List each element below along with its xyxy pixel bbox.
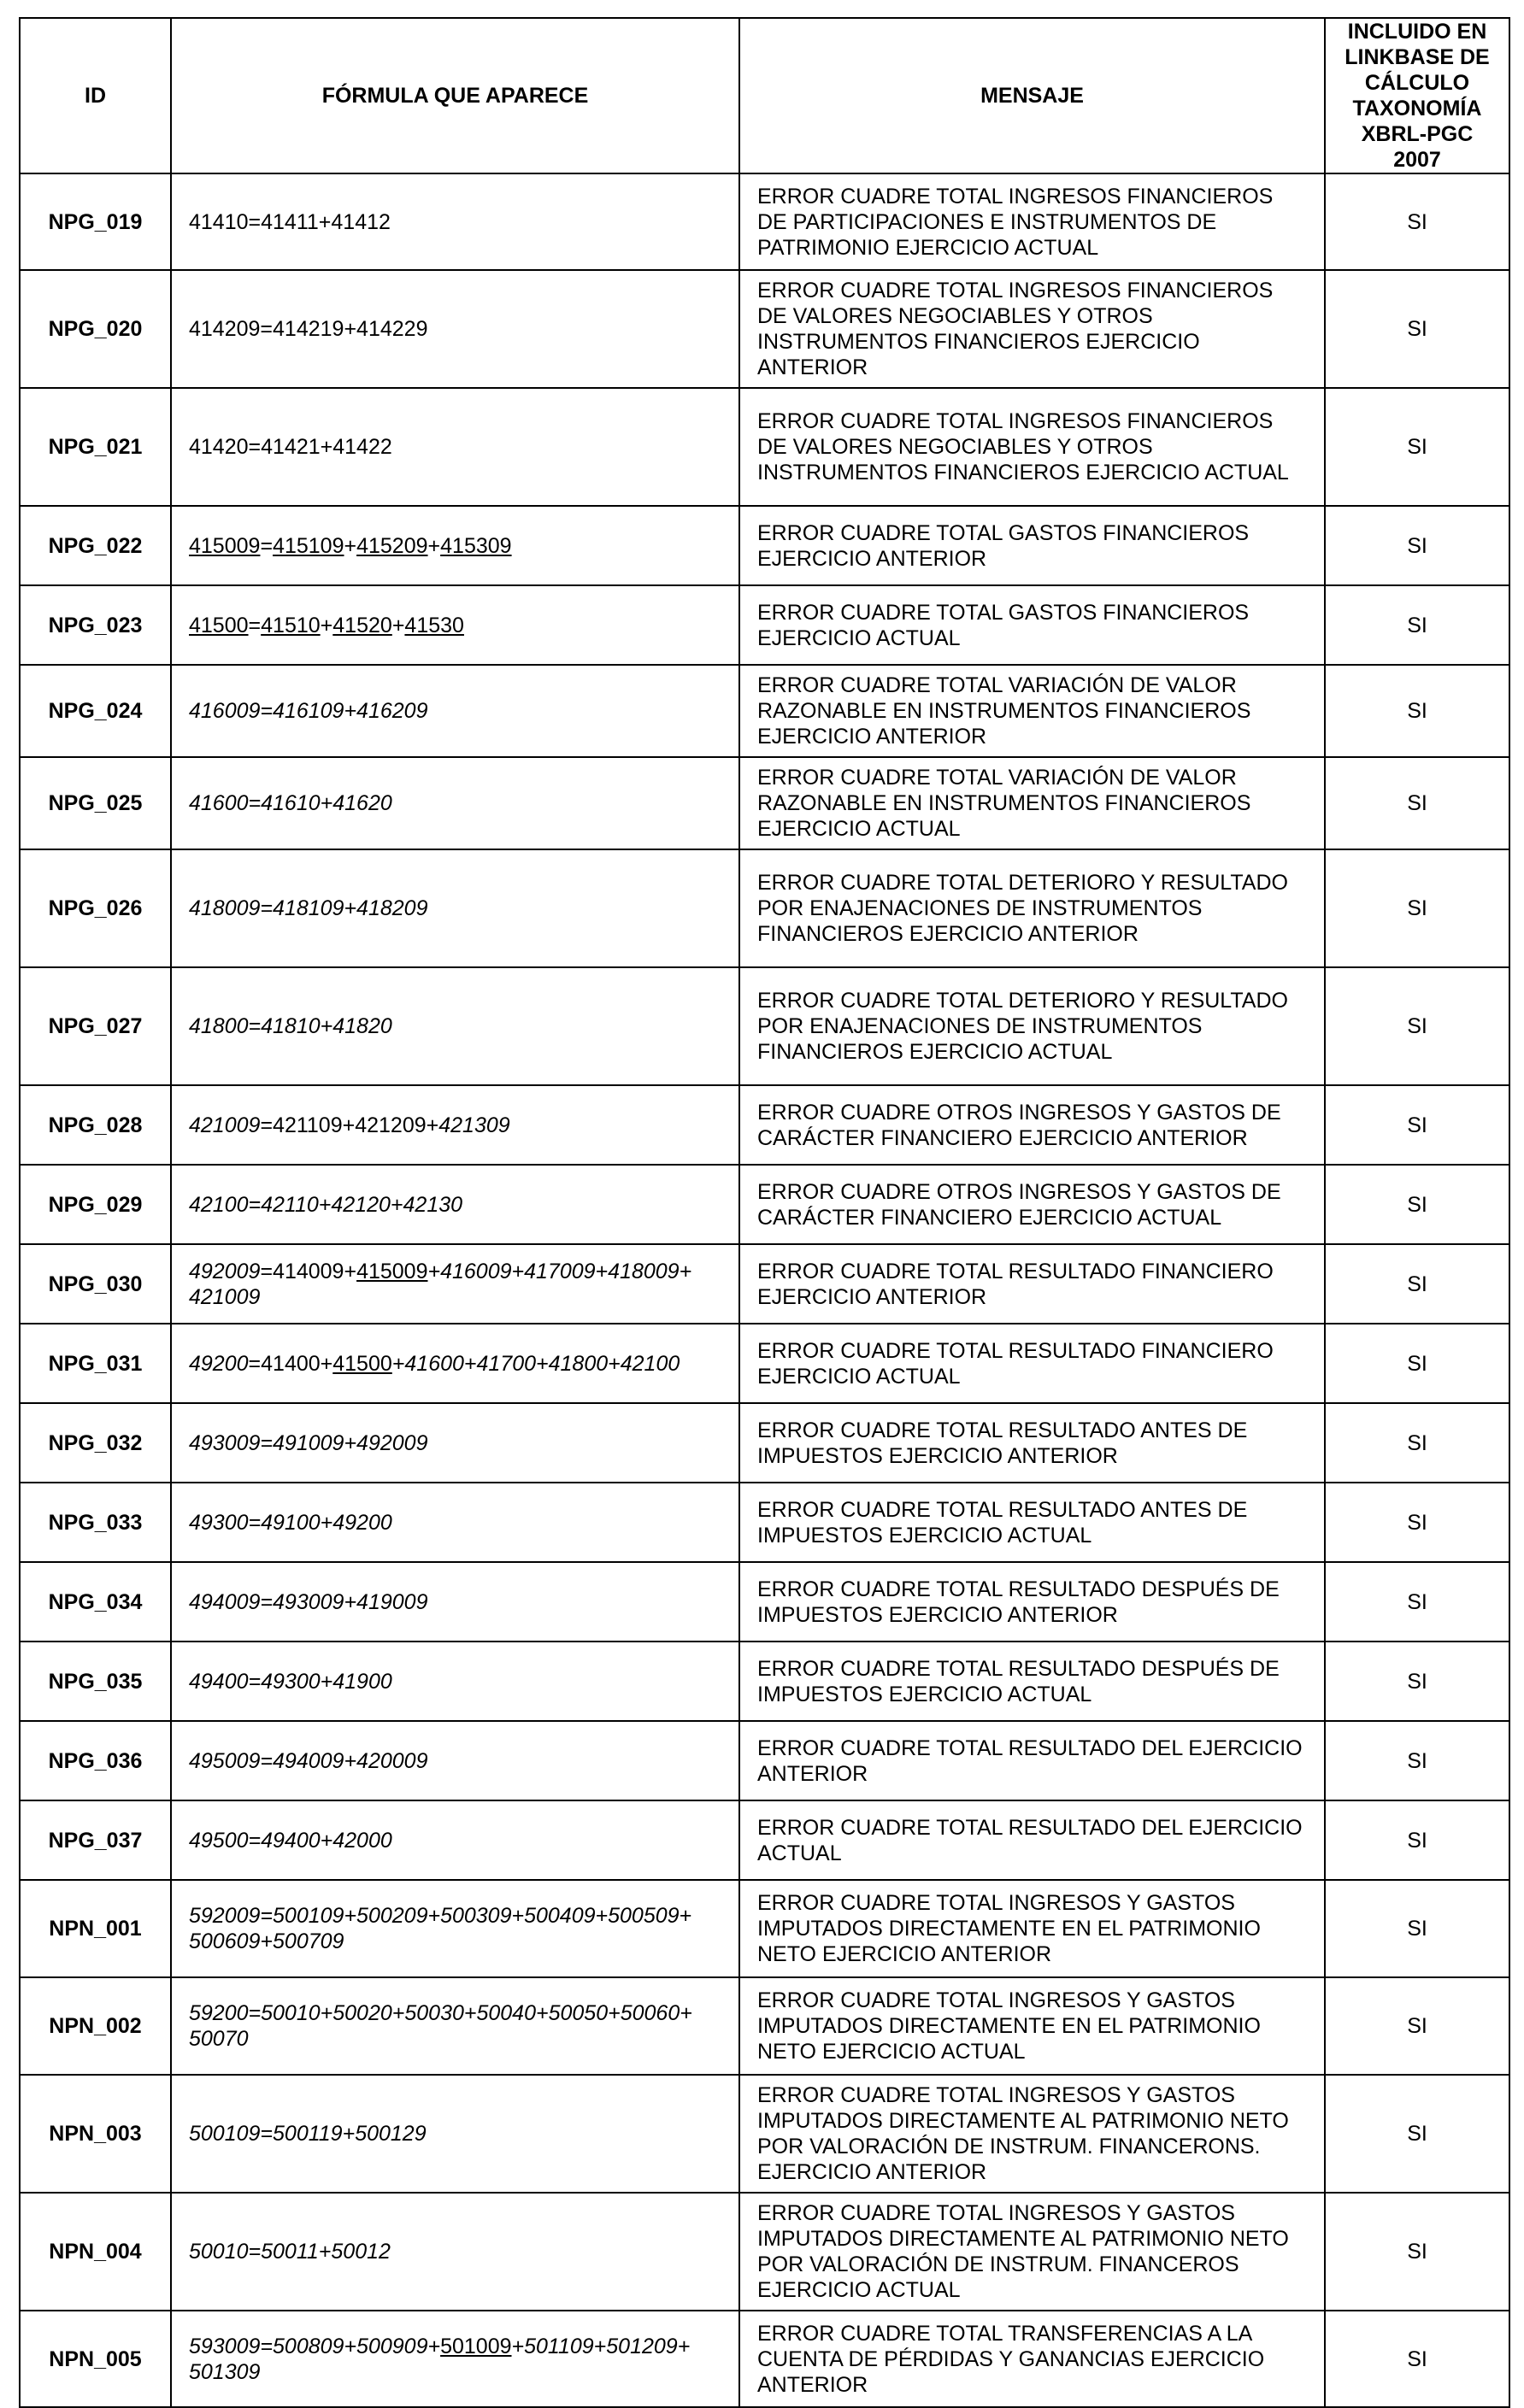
formula-segment: =421109+421209+ [260, 1113, 439, 1137]
rule-formula [171, 1403, 739, 1483]
table-row [20, 1324, 1509, 1403]
formula-segment: 41410=41411+41412 [189, 209, 391, 234]
formula-segment: 418009=418109+418209 [189, 896, 428, 920]
table-row [20, 967, 1509, 1085]
formula-segment: 415109 [273, 533, 344, 558]
rule-formula [171, 1324, 739, 1403]
formula-segment: 494009=493009+419009 [189, 1589, 428, 1614]
formula-segment: 42100=42110+42120+ [189, 1192, 403, 1217]
formula-segment: 59200=50010+50020+50030+50040+50050+50060+ 50070 [189, 2001, 692, 2051]
rule-formula [171, 388, 739, 506]
formula-segment: 492009 [189, 1259, 261, 1283]
formula-segment: +41600+41700+41800+42100 [391, 1351, 680, 1376]
formula-segment: +501109+501209+ 501309 [189, 2334, 691, 2384]
rule-formula [171, 1483, 739, 1562]
formula-segment: 593009=500809+500909+ [189, 2334, 441, 2358]
rule-id: NPG_035 [20, 1642, 171, 1721]
rule-id: NPG_025 [20, 757, 171, 849]
rule-included: SI [1325, 2193, 1509, 2311]
rule-included: SI [1325, 849, 1509, 967]
rule-message: ERROR CUADRE TOTAL INGRESOS Y GASTOS IMPUTADOS DIRECTAMENTE EN EL PATRIMONIO NETO EJERCICIO ACTUAL [739, 1977, 1325, 2075]
rule-message: ERROR CUADRE TOTAL INGRESOS Y GASTOS IMPUTADOS DIRECTAMENTE AL PATRIMONIO NETO POR VALORACIÓN DE INSTRUM. FINANCEROS EJERCICIO ACTUAL [739, 2193, 1325, 2311]
rule-message: ERROR CUADRE TOTAL INGRESOS Y GASTOS IMPUTADOS DIRECTAMENTE EN EL PATRIMONIO NETO EJERCICIO ANTERIOR [739, 1880, 1325, 1977]
rule-message: ERROR CUADRE TOTAL TRANSFERENCIAS A LA CUENTA DE PÉRDIDAS Y GANANCIAS EJERCICIO ANTERIOR [739, 2311, 1325, 2407]
rule-formula [171, 967, 739, 1085]
formula-segment: =41400+ [248, 1351, 333, 1376]
rule-included: SI [1325, 1085, 1509, 1165]
rule-included: SI [1325, 388, 1509, 506]
rule-id: NPG_033 [20, 1483, 171, 1562]
table-row [20, 506, 1509, 585]
header-id: ID [20, 18, 171, 173]
table-row [20, 757, 1509, 849]
rule-id: NPG_037 [20, 1800, 171, 1880]
rule-id: NPG_031 [20, 1324, 171, 1403]
formula-segment: 41800=41810+41820 [189, 1014, 392, 1038]
formula-segment: 421309 [438, 1113, 510, 1137]
header-included: INCLUIDO EN LINKBASE DE CÁLCULO TAXONOMÍA XBRL-PGC 2007 [1325, 18, 1509, 173]
rule-message: ERROR CUADRE TOTAL RESULTADO DESPUÉS DE IMPUESTOS EJERCICIO ANTERIOR [739, 1562, 1325, 1642]
rule-id: NPG_022 [20, 506, 171, 585]
rule-id: NPG_019 [20, 173, 171, 270]
formula-segment: 415009 [189, 533, 261, 558]
rule-message: ERROR CUADRE TOTAL INGRESOS Y GASTOS IMPUTADOS DIRECTAMENTE AL PATRIMONIO NETO POR VALORACIÓN DE INSTRUM. FINANCERONS. EJERCICIO ANTERIOR [739, 2075, 1325, 2193]
rule-included: SI [1325, 2311, 1509, 2407]
table-row [20, 1977, 1509, 2075]
table-row [20, 1244, 1509, 1324]
table-row [20, 270, 1509, 388]
rule-formula [171, 1721, 739, 1800]
rule-id: NPG_027 [20, 967, 171, 1085]
rule-formula [171, 1642, 739, 1721]
rule-id: NPG_028 [20, 1085, 171, 1165]
rule-formula [171, 173, 739, 270]
rule-message: ERROR CUADRE OTROS INGRESOS Y GASTOS DE CARÁCTER FINANCIERO EJERCICIO ANTERIOR [739, 1085, 1325, 1165]
rule-message: ERROR CUADRE TOTAL INGRESOS FINANCIEROS DE PARTICIPACIONES E INSTRUMENTOS DE PATRIMONIO EJERCICIO ACTUAL [739, 173, 1325, 270]
formula-segment: 49400=49300+41900 [189, 1669, 392, 1694]
rule-included: SI [1325, 506, 1509, 585]
rule-included: SI [1325, 1165, 1509, 1244]
rule-id: NPG_020 [20, 270, 171, 388]
rule-included: SI [1325, 967, 1509, 1085]
rule-included: SI [1325, 1483, 1509, 1562]
rule-message: ERROR CUADRE TOTAL VARIACIÓN DE VALOR RAZONABLE EN INSTRUMENTOS FINANCIEROS EJERCICIO ACTUAL [739, 757, 1325, 849]
rule-included: SI [1325, 1977, 1509, 2075]
formula-segment: =414009+ [260, 1259, 357, 1283]
table-row [20, 1721, 1509, 1800]
rule-message: ERROR CUADRE TOTAL RESULTADO FINANCIERO EJERCICIO ANTERIOR [739, 1244, 1325, 1324]
formula-segment: + [391, 613, 405, 637]
rule-id: NPG_021 [20, 388, 171, 506]
rule-message: ERROR CUADRE TOTAL RESULTADO ANTES DE IMPUESTOS EJERCICIO ANTERIOR [739, 1403, 1325, 1483]
rule-id: NPG_026 [20, 849, 171, 967]
rule-included: SI [1325, 665, 1509, 757]
rule-formula [171, 1244, 739, 1324]
formula-segment: 41510 [261, 613, 321, 637]
table-row [20, 1642, 1509, 1721]
rule-formula [171, 1165, 739, 1244]
rule-message: ERROR CUADRE TOTAL RESULTADO DEL EJERCICIO ACTUAL [739, 1800, 1325, 1880]
table-row [20, 173, 1509, 270]
rule-included: SI [1325, 270, 1509, 388]
table-row [20, 585, 1509, 665]
table-row [20, 2311, 1509, 2407]
table-row [20, 665, 1509, 757]
formula-segment: 42130 [403, 1192, 463, 1217]
formula-segment: 421009 [189, 1113, 261, 1137]
rule-formula [171, 1085, 739, 1165]
rule-formula [171, 506, 739, 585]
rule-formula [171, 757, 739, 849]
formula-segment: + [320, 613, 333, 637]
rule-message: ERROR CUADRE TOTAL DETERIORO Y RESULTADO POR ENAJENACIONES DE INSTRUMENTOS FINANCIEROS EJERCICIO ACTUAL [739, 967, 1325, 1085]
rule-included: SI [1325, 1721, 1509, 1800]
table-row [20, 388, 1509, 506]
table-row [20, 1483, 1509, 1562]
rule-included: SI [1325, 1324, 1509, 1403]
rule-id: NPN_002 [20, 1977, 171, 2075]
formula-segment: 592009=500109+500209+500309+500409+500509+ 500609+500709 [189, 1904, 692, 1953]
rule-message: ERROR CUADRE OTROS INGRESOS Y GASTOS DE CARÁCTER FINANCIERO EJERCICIO ACTUAL [739, 1165, 1325, 1244]
rule-formula [171, 2075, 739, 2193]
rule-formula [171, 2311, 739, 2407]
formula-segment: 415209 [356, 533, 428, 558]
rule-id: NPG_024 [20, 665, 171, 757]
formula-segment: 501009 [440, 2334, 512, 2358]
formula-segment: 41500 [332, 1351, 392, 1376]
formula-segment: + [344, 533, 357, 558]
rule-included: SI [1325, 1244, 1509, 1324]
rule-formula [171, 2193, 739, 2311]
rule-included: SI [1325, 585, 1509, 665]
formula-segment: 49300=49100+49200 [189, 1510, 392, 1535]
rule-formula [171, 585, 739, 665]
header-formula: FÓRMULA QUE APARECE [171, 18, 739, 173]
rule-message: ERROR CUADRE TOTAL GASTOS FINANCIEROS EJERCICIO ACTUAL [739, 585, 1325, 665]
rule-message: ERROR CUADRE TOTAL INGRESOS FINANCIEROS DE VALORES NEGOCIABLES Y OTROS INSTRUMENTOS FINANCIEROS EJERCICIO ACTUAL [739, 388, 1325, 506]
rule-id: NPN_004 [20, 2193, 171, 2311]
table-row [20, 2193, 1509, 2311]
rule-formula [171, 270, 739, 388]
table-row [20, 1562, 1509, 1642]
formula-segment: 415009 [356, 1259, 428, 1283]
table-row [20, 1880, 1509, 1977]
table-row [20, 1085, 1509, 1165]
rule-id: NPG_029 [20, 1165, 171, 1244]
rule-included: SI [1325, 173, 1509, 270]
formula-segment: + [427, 533, 441, 558]
formula-segment: 416009=416109+416209 [189, 699, 428, 723]
rule-id: NPG_034 [20, 1562, 171, 1642]
formula-segment: = [260, 533, 274, 558]
rule-included: SI [1325, 1880, 1509, 1977]
rule-formula [171, 1880, 739, 1977]
table-row [20, 1403, 1509, 1483]
formula-segment: = [248, 613, 262, 637]
rule-formula [171, 1800, 739, 1880]
rule-included: SI [1325, 1642, 1509, 1721]
rule-id: NPG_036 [20, 1721, 171, 1800]
formula-segment: 50010=50011+50012 [189, 2240, 391, 2264]
formula-segment: 41420=41421+41422 [189, 435, 392, 459]
formula-segment: 41500 [189, 613, 249, 637]
formula-segment: 41600=41610+41620 [189, 791, 392, 815]
rule-message: ERROR CUADRE TOTAL RESULTADO DEL EJERCICIO ANTERIOR [739, 1721, 1325, 1800]
rule-included: SI [1325, 2075, 1509, 2193]
rule-message: ERROR CUADRE TOTAL RESULTADO ANTES DE IMPUESTOS EJERCICIO ACTUAL [739, 1483, 1325, 1562]
rule-message: ERROR CUADRE TOTAL DETERIORO Y RESULTADO POR ENAJENACIONES DE INSTRUMENTOS FINANCIEROS EJERCICIO ANTERIOR [739, 849, 1325, 967]
table-row [20, 2075, 1509, 2193]
table-body [20, 173, 1509, 2407]
formula-segment: 49500=49400+42000 [189, 1828, 392, 1853]
rule-id: NPN_003 [20, 2075, 171, 2193]
formula-segment: 493009=491009+492009 [189, 1430, 428, 1455]
rule-message: ERROR CUADRE TOTAL GASTOS FINANCIEROS EJERCICIO ANTERIOR [739, 506, 1325, 585]
header-message: MENSAJE [739, 18, 1325, 173]
rule-included: SI [1325, 1403, 1509, 1483]
rule-id: NPN_005 [20, 2311, 171, 2407]
formula-segment: 495009=494009+420009 [189, 1748, 428, 1773]
formula-segment: 41530 [404, 613, 464, 637]
formula-segment: 500109=500119+500129 [189, 2122, 427, 2146]
rule-message: ERROR CUADRE TOTAL RESULTADO FINANCIERO EJERCICIO ACTUAL [739, 1324, 1325, 1403]
rule-formula [171, 849, 739, 967]
rule-message: ERROR CUADRE TOTAL RESULTADO DESPUÉS DE IMPUESTOS EJERCICIO ACTUAL [739, 1642, 1325, 1721]
rule-message: ERROR CUADRE TOTAL INGRESOS FINANCIEROS DE VALORES NEGOCIABLES Y OTROS INSTRUMENTOS FINANCIEROS EJERCICIO ANTERIOR [739, 270, 1325, 388]
formula-segment: 415309 [440, 533, 512, 558]
table-row [20, 849, 1509, 967]
rule-id: NPG_023 [20, 585, 171, 665]
rule-id: NPG_032 [20, 1403, 171, 1483]
rule-included: SI [1325, 1800, 1509, 1880]
table-row [20, 1165, 1509, 1244]
formula-segment: 414209=414219+414229 [189, 317, 428, 341]
rule-included: SI [1325, 1562, 1509, 1642]
formula-segment: +416009+417009+418009+ 421009 [189, 1259, 692, 1309]
rule-formula [171, 1977, 739, 2075]
formula-segment: 41520 [332, 613, 392, 637]
rule-message: ERROR CUADRE TOTAL VARIACIÓN DE VALOR RAZONABLE EN INSTRUMENTOS FINANCIEROS EJERCICIO ANTERIOR [739, 665, 1325, 757]
rule-id: NPG_030 [20, 1244, 171, 1324]
rule-formula [171, 665, 739, 757]
table-row [20, 1800, 1509, 1880]
rule-formula [171, 1562, 739, 1642]
rule-id: NPN_001 [20, 1880, 171, 1977]
rule-included: SI [1325, 757, 1509, 849]
header-row [20, 18, 1509, 173]
validation-rules-table [19, 17, 1510, 2408]
formula-segment: 49200 [189, 1351, 249, 1376]
